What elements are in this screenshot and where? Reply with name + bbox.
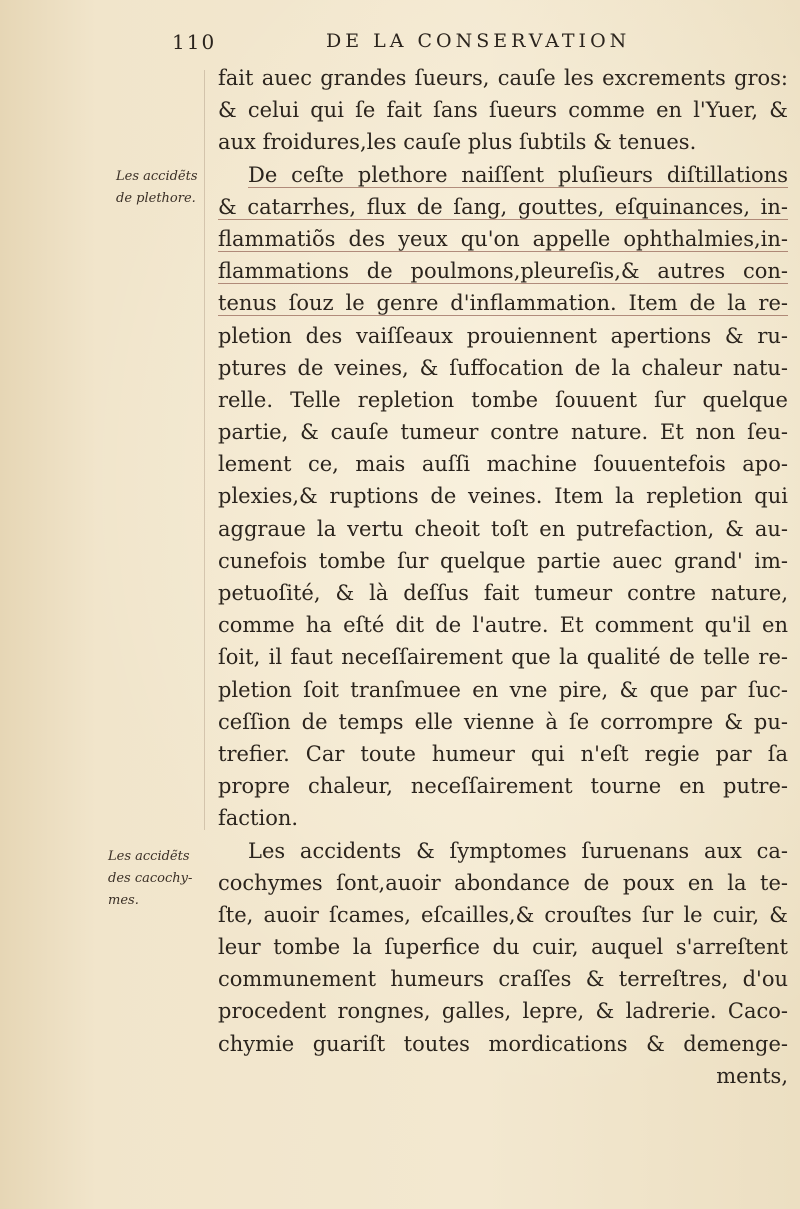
margin-note-line: Les accidẽts (116, 169, 198, 184)
text-line: trefier. Car toute humeur qui n'eſt regie par ſa (218, 741, 788, 766)
text-line: ſoit, il faut neceſſairement que la qualité de telle re- (218, 645, 788, 670)
text-line: ceſſion de temps elle vienne à ſe corrompre & pu- (218, 709, 788, 734)
running-head: DE LA CONSERVATION (326, 30, 631, 52)
text-line: faction. (218, 806, 299, 831)
text-line: & catarrhes, flux de ſang, gouttes, eſquinances, in- (218, 194, 788, 219)
catchword: ments, (716, 1063, 788, 1088)
text-line: petuoſité, & là deſſus fait tumeur contre nature, (218, 581, 788, 605)
body-text (218, 62, 788, 1092)
text-line: pletion ſoit tranſmuee en vne pire, & que par ſuc- (218, 677, 788, 702)
text-line: lement ce, mais auſſi machine ſouuentefois apo- (218, 452, 788, 477)
text-line: & celui qui ſe fait ſans ſueurs comme en l'Yuer, & (218, 98, 788, 123)
text-line: leur tombe la ſuperfice du cuir, auquel s'arreſtent (218, 935, 788, 960)
text-line: flammations de poulmons,pleureſis,& autres con- (218, 259, 788, 284)
page-header (0, 30, 800, 60)
text-line: fait auec grandes ſueurs, cauſe les excrements gros: (218, 66, 788, 90)
text-line: cunefois tombe ſur quelque partie auec grand' im- (218, 548, 788, 573)
page-number: 110 (172, 30, 217, 54)
text-line: Les accidents & ſymptomes ſuruenans aux ca- (248, 838, 788, 863)
text-line: flammatiõs des yeux qu'on appelle ophthalmies,in- (218, 226, 788, 251)
text-line: comme ha eſté dit de l'autre. Et comment qu'il en (218, 613, 788, 638)
text-line: pletion des vaiſſeaux prouiennent apertions & ru- (218, 323, 788, 348)
text-line: relle. Telle repletion tombe ſouuent ſur quelque (218, 387, 788, 412)
margin-note-plethore (116, 166, 216, 210)
margin-note-line: de plethore. (116, 191, 196, 206)
text-line: De ceſte plethore naiſſent pluſieurs diſtillations (248, 162, 788, 187)
text-line: cochymes ſont,auoir abondance de poux en la te- (218, 870, 788, 895)
text-line: chymie guariſt toutes mordications & demenge- (218, 1031, 788, 1056)
text-line: aux froidures,les cauſe plus ſubtils & tenues. (218, 130, 697, 155)
text-line: partie, & cauſe tumeur contre nature. Et non ſeu- (218, 420, 788, 445)
text-line: procedent rongnes, galles, lepre, & ladrerie. Caco- (218, 999, 788, 1024)
margin-note-line: mes. (108, 893, 139, 908)
text-line: aggraue la vertu cheoit toſt en putrefaction, & au- (218, 516, 788, 541)
text-line: ptures de veines, & ſuffocation de la chaleur natu- (218, 355, 788, 380)
text-line: plexies,& ruptions de veines. Item la repletion qui (218, 484, 788, 509)
text-line: tenus ſouz le genre d'inflammation. Item de la re- (218, 291, 788, 316)
margin-note-line: des cacochy- (108, 871, 193, 886)
text-line: propre chaleur, neceſſairement tourne en putre- (218, 774, 788, 799)
text-line: communement humeurs craſſes & terreſtres, d'ou (218, 967, 788, 992)
margin-note-cacochymes (108, 846, 208, 912)
text-line: ſte, auoir ſcames, eſcailles,& crouſtes ſur le cuir, & (218, 902, 788, 927)
margin-note-line: Les accidẽts (108, 849, 190, 864)
